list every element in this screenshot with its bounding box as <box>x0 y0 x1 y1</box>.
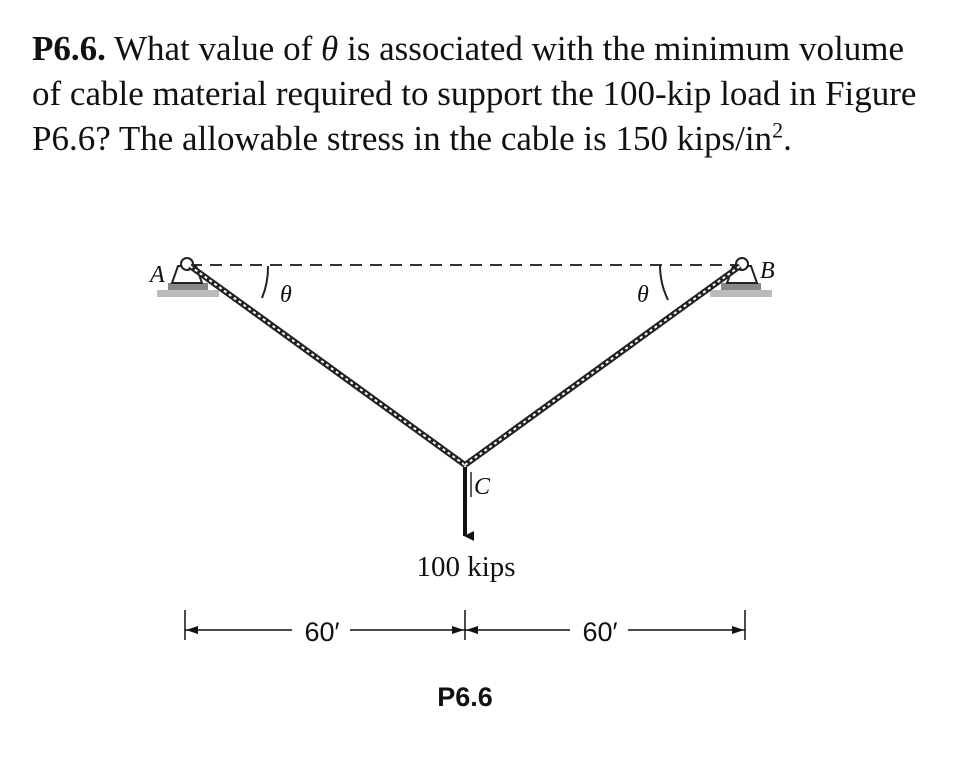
dim-right-label: 60′ <box>582 617 618 647</box>
angle-arc-right <box>660 266 668 300</box>
dim-left-label: 60′ <box>304 617 340 647</box>
dimension-line <box>185 610 745 640</box>
angle-right-label: θ <box>637 282 649 308</box>
support-b-label: B <box>760 258 775 284</box>
superscript-exponent: 2 <box>772 117 784 143</box>
figure-caption: P6.6 <box>437 682 493 712</box>
problem-text-part-1: What value of <box>105 29 322 68</box>
support-a-label: A <box>150 262 165 288</box>
joint-c-label: C <box>474 474 491 500</box>
angle-arc-left <box>262 266 268 298</box>
problem-text-end: . <box>783 119 792 158</box>
angle-left-label: θ <box>280 282 292 308</box>
theta-symbol: θ <box>321 29 339 68</box>
problem-number: P6.6. <box>32 29 106 68</box>
load-label: 100 kips <box>416 551 516 583</box>
cable-cb <box>465 266 740 465</box>
problem-text-part-2: is associated with the minimum volume of cable material required to support the 100-kip load in Figure P6.6? The allowable stress in the cable is 150 kips/in <box>32 29 917 158</box>
cable-ac <box>190 266 465 465</box>
